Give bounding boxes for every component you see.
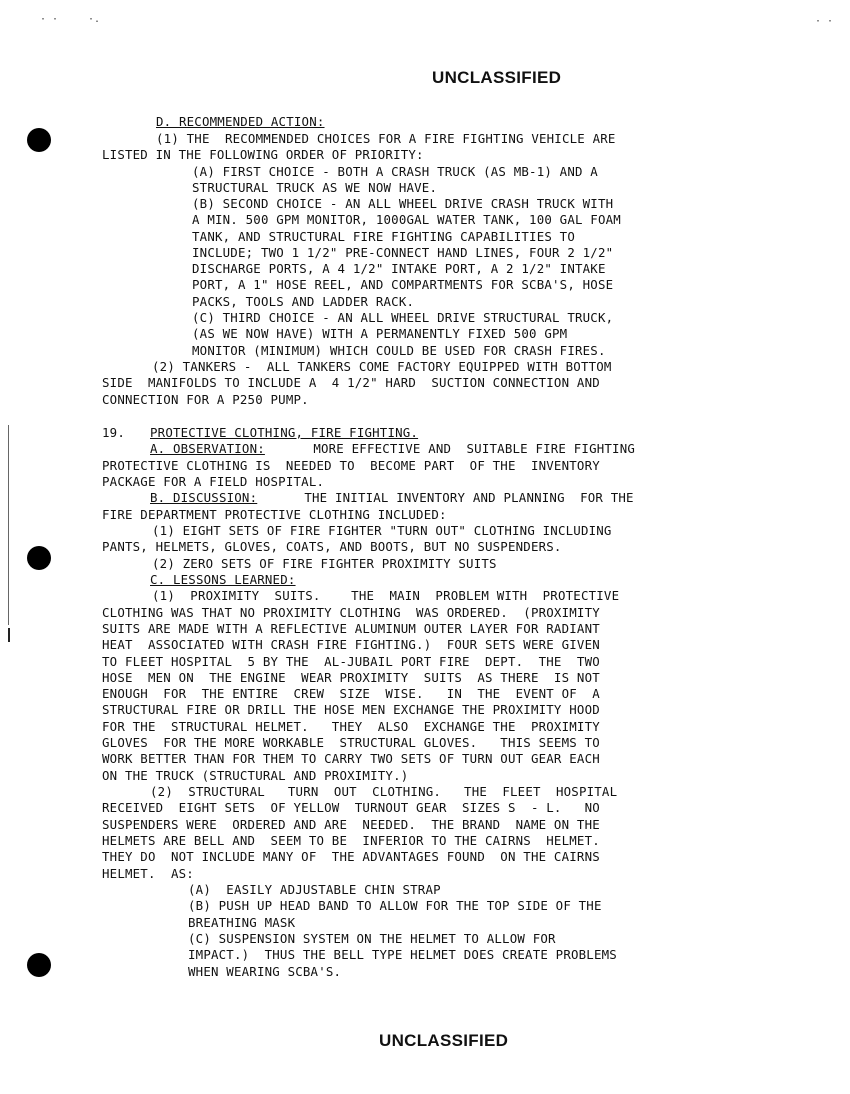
text-line: ON THE TRUCK (STRUCTURAL AND PROXIMITY.)	[102, 768, 409, 783]
punch-hole	[27, 128, 51, 152]
text-line: (C) THIRD CHOICE - AN ALL WHEEL DRIVE STRUCTURAL TRUCK,	[192, 310, 614, 325]
text-line: (1) THE RECOMMENDED CHOICES FOR A FIRE FIGHTING VEHICLE ARE	[156, 131, 616, 146]
scan-speck: · ·	[815, 16, 834, 27]
text-line: MONITOR (MINIMUM) WHICH COULD BE USED FOR CRASH FIRES.	[192, 343, 606, 358]
text-line: DISCHARGE PORTS, A 4 1/2" INTAKE PORT, A 2 1/2" INTAKE	[192, 261, 606, 276]
text-line: RECEIVED EIGHT SETS OF YELLOW TURNOUT GEAR SIZES S - L. NO	[102, 800, 600, 815]
text-line: TANK, AND STRUCTURAL FIRE FIGHTING CAPABILITIES TO	[192, 229, 575, 244]
text-line: (B) SECOND CHOICE - AN ALL WHEEL DRIVE CRASH TRUCK WITH	[192, 196, 614, 211]
text-line: (2) TANKERS - ALL TANKERS COME FACTORY EQUIPPED WITH BOTTOM	[152, 359, 612, 374]
text-line: CONNECTION FOR A P250 PUMP.	[102, 392, 309, 407]
classification-bottom: UNCLASSIFIED	[379, 1031, 509, 1050]
section-19-number: 19.	[102, 425, 125, 440]
text-line: FIRE DEPARTMENT PROTECTIVE CLOTHING INCLUDED:	[102, 507, 447, 522]
text-line: MORE EFFECTIVE AND SUITABLE FIRE FIGHTING	[298, 441, 636, 456]
text-line: SIDE MANIFOLDS TO INCLUDE A 4 1/2" HARD SUCTION CONNECTION AND	[102, 375, 600, 390]
text-line: HEAT ASSOCIATED WITH CRASH FIRE FIGHTING.) FOUR SETS WERE GIVEN	[102, 637, 600, 652]
text-line: PACKAGE FOR A FIELD HOSPITAL.	[102, 474, 325, 489]
text-line: STRUCTURAL FIRE OR DRILL THE HOSE MEN EXCHANGE THE PROXIMITY HOOD	[102, 702, 600, 717]
text-line: (AS WE NOW HAVE) WITH A PERMANENTLY FIXED 500 GPM	[192, 326, 568, 341]
scan-edge-line	[8, 425, 9, 625]
text-line: (B) PUSH UP HEAD BAND TO ALLOW FOR THE TOP SIDE OF THE	[188, 898, 602, 913]
text-line: HELMETS ARE BELL AND SEEM TO BE INFERIOR TO THE CAIRNS HELMET.	[102, 833, 600, 848]
section-19-title: PROTECTIVE CLOTHING, FIRE FIGHTING.	[150, 425, 419, 440]
punch-hole	[27, 953, 51, 977]
classification-top: UNCLASSIFIED	[432, 68, 562, 87]
text-line: A MIN. 500 GPM MONITOR, 1000GAL WATER TANK, 100 GAL FOAM	[192, 212, 621, 227]
text-line: FOR THE STRUCTURAL HELMET. THEY ALSO EXCHANGE THE PROXIMITY	[102, 719, 600, 734]
lessons-label: C. LESSONS LEARNED:	[150, 572, 296, 587]
text-line: CLOTHING WAS THAT NO PROXIMITY CLOTHING WAS ORDERED. (PROXIMITY	[102, 605, 600, 620]
scan-speck: ·.	[88, 14, 101, 25]
text-line: HELMET. AS:	[102, 866, 194, 881]
text-line: (2) ZERO SETS OF FIRE FIGHTER PROXIMITY SUITS	[152, 556, 497, 571]
text-line: (1) PROXIMITY SUITS. THE MAIN PROBLEM WITH PROTECTIVE	[152, 588, 620, 603]
text-line: HOSE MEN ON THE ENGINE WEAR PROXIMITY SUITS AS THERE IS NOT	[102, 670, 600, 685]
text-line: (A) FIRST CHOICE - BOTH A CRASH TRUCK (AS MB-1) AND A	[192, 164, 598, 179]
text-line: INCLUDE; TWO 1 1/2" PRE-CONNECT HAND LINES, FOUR 2 1/2"	[192, 245, 614, 260]
text-line: THE INITIAL INVENTORY AND PLANNING FOR THE	[289, 490, 634, 505]
text-line: IMPACT.) THUS THE BELL TYPE HELMET DOES CREATE PROBLEMS	[188, 947, 617, 962]
text-line: WHEN WEARING SCBA'S.	[188, 964, 342, 979]
text-line: PACKS, TOOLS AND LADDER RACK.	[192, 294, 415, 309]
observation-label: A. OBSERVATION:	[150, 441, 265, 456]
text-line: WORK BETTER THAN FOR THEM TO CARRY TWO SETS OF TURN OUT GEAR EACH	[102, 751, 600, 766]
text-line: (A) EASILY ADJUSTABLE CHIN STRAP	[188, 882, 441, 897]
punch-hole	[27, 546, 51, 570]
text-line: (2) STRUCTURAL TURN OUT CLOTHING. THE FLEET HOSPITAL	[150, 784, 618, 799]
text-line: (C) SUSPENSION SYSTEM ON THE HELMET TO ALLOW FOR	[188, 931, 556, 946]
text-line: STRUCTURAL TRUCK AS WE NOW HAVE.	[192, 180, 438, 195]
discussion-label: B. DISCUSSION:	[150, 490, 258, 505]
text-line: PANTS, HELMETS, GLOVES, COATS, AND BOOTS, BUT NO SUSPENDERS.	[102, 539, 562, 554]
text-line: GLOVES FOR THE MORE WORKABLE STRUCTURAL GLOVES. THIS SEEMS TO	[102, 735, 600, 750]
scan-edge-mark	[8, 628, 10, 642]
text-line: TO FLEET HOSPITAL 5 BY THE AL-JUBAIL PORT FIRE DEPT. THE TWO	[102, 654, 600, 669]
text-line: THEY DO NOT INCLUDE MANY OF THE ADVANTAGES FOUND ON THE CAIRNS	[102, 849, 600, 864]
text-line: (1) EIGHT SETS OF FIRE FIGHTER "TURN OUT" CLOTHING INCLUDING	[152, 523, 612, 538]
text-line: PORT, A 1" HOSE REEL, AND COMPARTMENTS FOR SCBA'S, HOSE	[192, 277, 614, 292]
scan-speck: · ·	[40, 14, 59, 25]
text-line: LISTED IN THE FOLLOWING ORDER OF PRIORITY:	[102, 147, 424, 162]
text-line: BREATHING MASK	[188, 915, 296, 930]
text-line: ENOUGH FOR THE ENTIRE CREW SIZE WISE. IN THE EVENT OF A	[102, 686, 600, 701]
text-line: SUSPENDERS WERE ORDERED AND ARE NEEDED. THE BRAND NAME ON THE	[102, 817, 600, 832]
text-line: SUITS ARE MADE WITH A REFLECTIVE ALUMINUM OUTER LAYER FOR RADIANT	[102, 621, 600, 636]
section-d-heading: D. RECOMMENDED ACTION:	[156, 114, 325, 129]
text-line: PROTECTIVE CLOTHING IS NEEDED TO BECOME PART OF THE INVENTORY	[102, 458, 600, 473]
